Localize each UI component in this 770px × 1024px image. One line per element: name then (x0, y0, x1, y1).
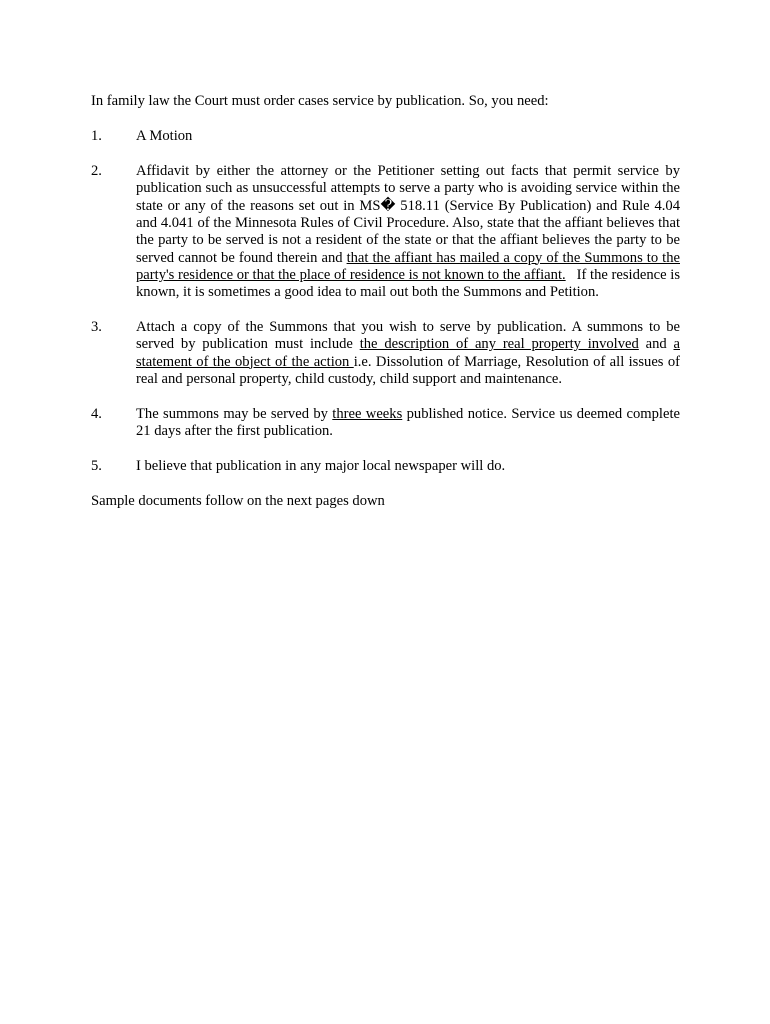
list-item-body (136, 319, 680, 388)
list-item-text: and (638, 336, 674, 353)
list-item-text: The summons may be served by (136, 405, 333, 422)
list-item-5 (91, 458, 680, 475)
list-item-number: 4. (91, 405, 102, 422)
list-item-text: Affidavit by either the attorney or the Petitioner setting out facts that permit service by publication such as unsuccessful attempts to serve a party who is avoiding service within the state or any of the reasons set out in MS� 518.11 (Service By Publication) and Rule 4.04 and 4.041 of the Minnesota Rules of Civil Procedure. Also, state that the affiant believes that the party to be served is not a resident of the state or that the affiant believes the party to be served cannot be found therein and (136, 163, 680, 266)
list-item-1 (91, 128, 680, 145)
list-item-2 (91, 163, 684, 301)
list-item-3 (91, 319, 680, 388)
underlined-text: three weeks (332, 405, 403, 422)
list-item-number: 1. (91, 128, 102, 145)
list-item-text: published notice. Service us deemed complete 21 days after the first publication. (136, 405, 680, 439)
list-item-body (136, 128, 680, 145)
list-item-text: i.e. Dissolution of Marriage, Resolution of all issues of real and personal property, child custody, child support and maintenance. (136, 353, 680, 387)
list-item-text: I believe that publication in any major local newspaper will do. (136, 457, 506, 474)
underlined-text: that the affiant has mailed a copy of the Summons to the party's residence or that the place of residence is not known to the affiant. (136, 249, 680, 283)
list-item-number: 3. (91, 318, 102, 335)
intro-paragraph: In family law the Court must order cases service by publication. So, you need: (91, 93, 549, 109)
list-item-body (136, 406, 680, 441)
underlined-text: a statement of the object of the action (136, 336, 680, 370)
underlined-text: the description of any real property involved (359, 336, 639, 353)
list-item-text: If the residence is known, it is sometimes a good idea to mail out both the Summons and Petition. (136, 266, 684, 301)
list-item-4 (91, 406, 680, 441)
document-page (91, 93, 684, 510)
list-item-text: Attach a copy of the Summons that you wish to serve by publication. A summons to be served by publication must include (136, 318, 680, 353)
list-item-text: A Motion (136, 128, 193, 145)
list-item-number: 5. (91, 457, 102, 474)
list-item-body (136, 163, 684, 301)
list-item-number: 2. (91, 163, 102, 180)
closing-paragraph: Sample documents follow on the next pages down (91, 492, 385, 509)
list-item-body (136, 458, 680, 475)
